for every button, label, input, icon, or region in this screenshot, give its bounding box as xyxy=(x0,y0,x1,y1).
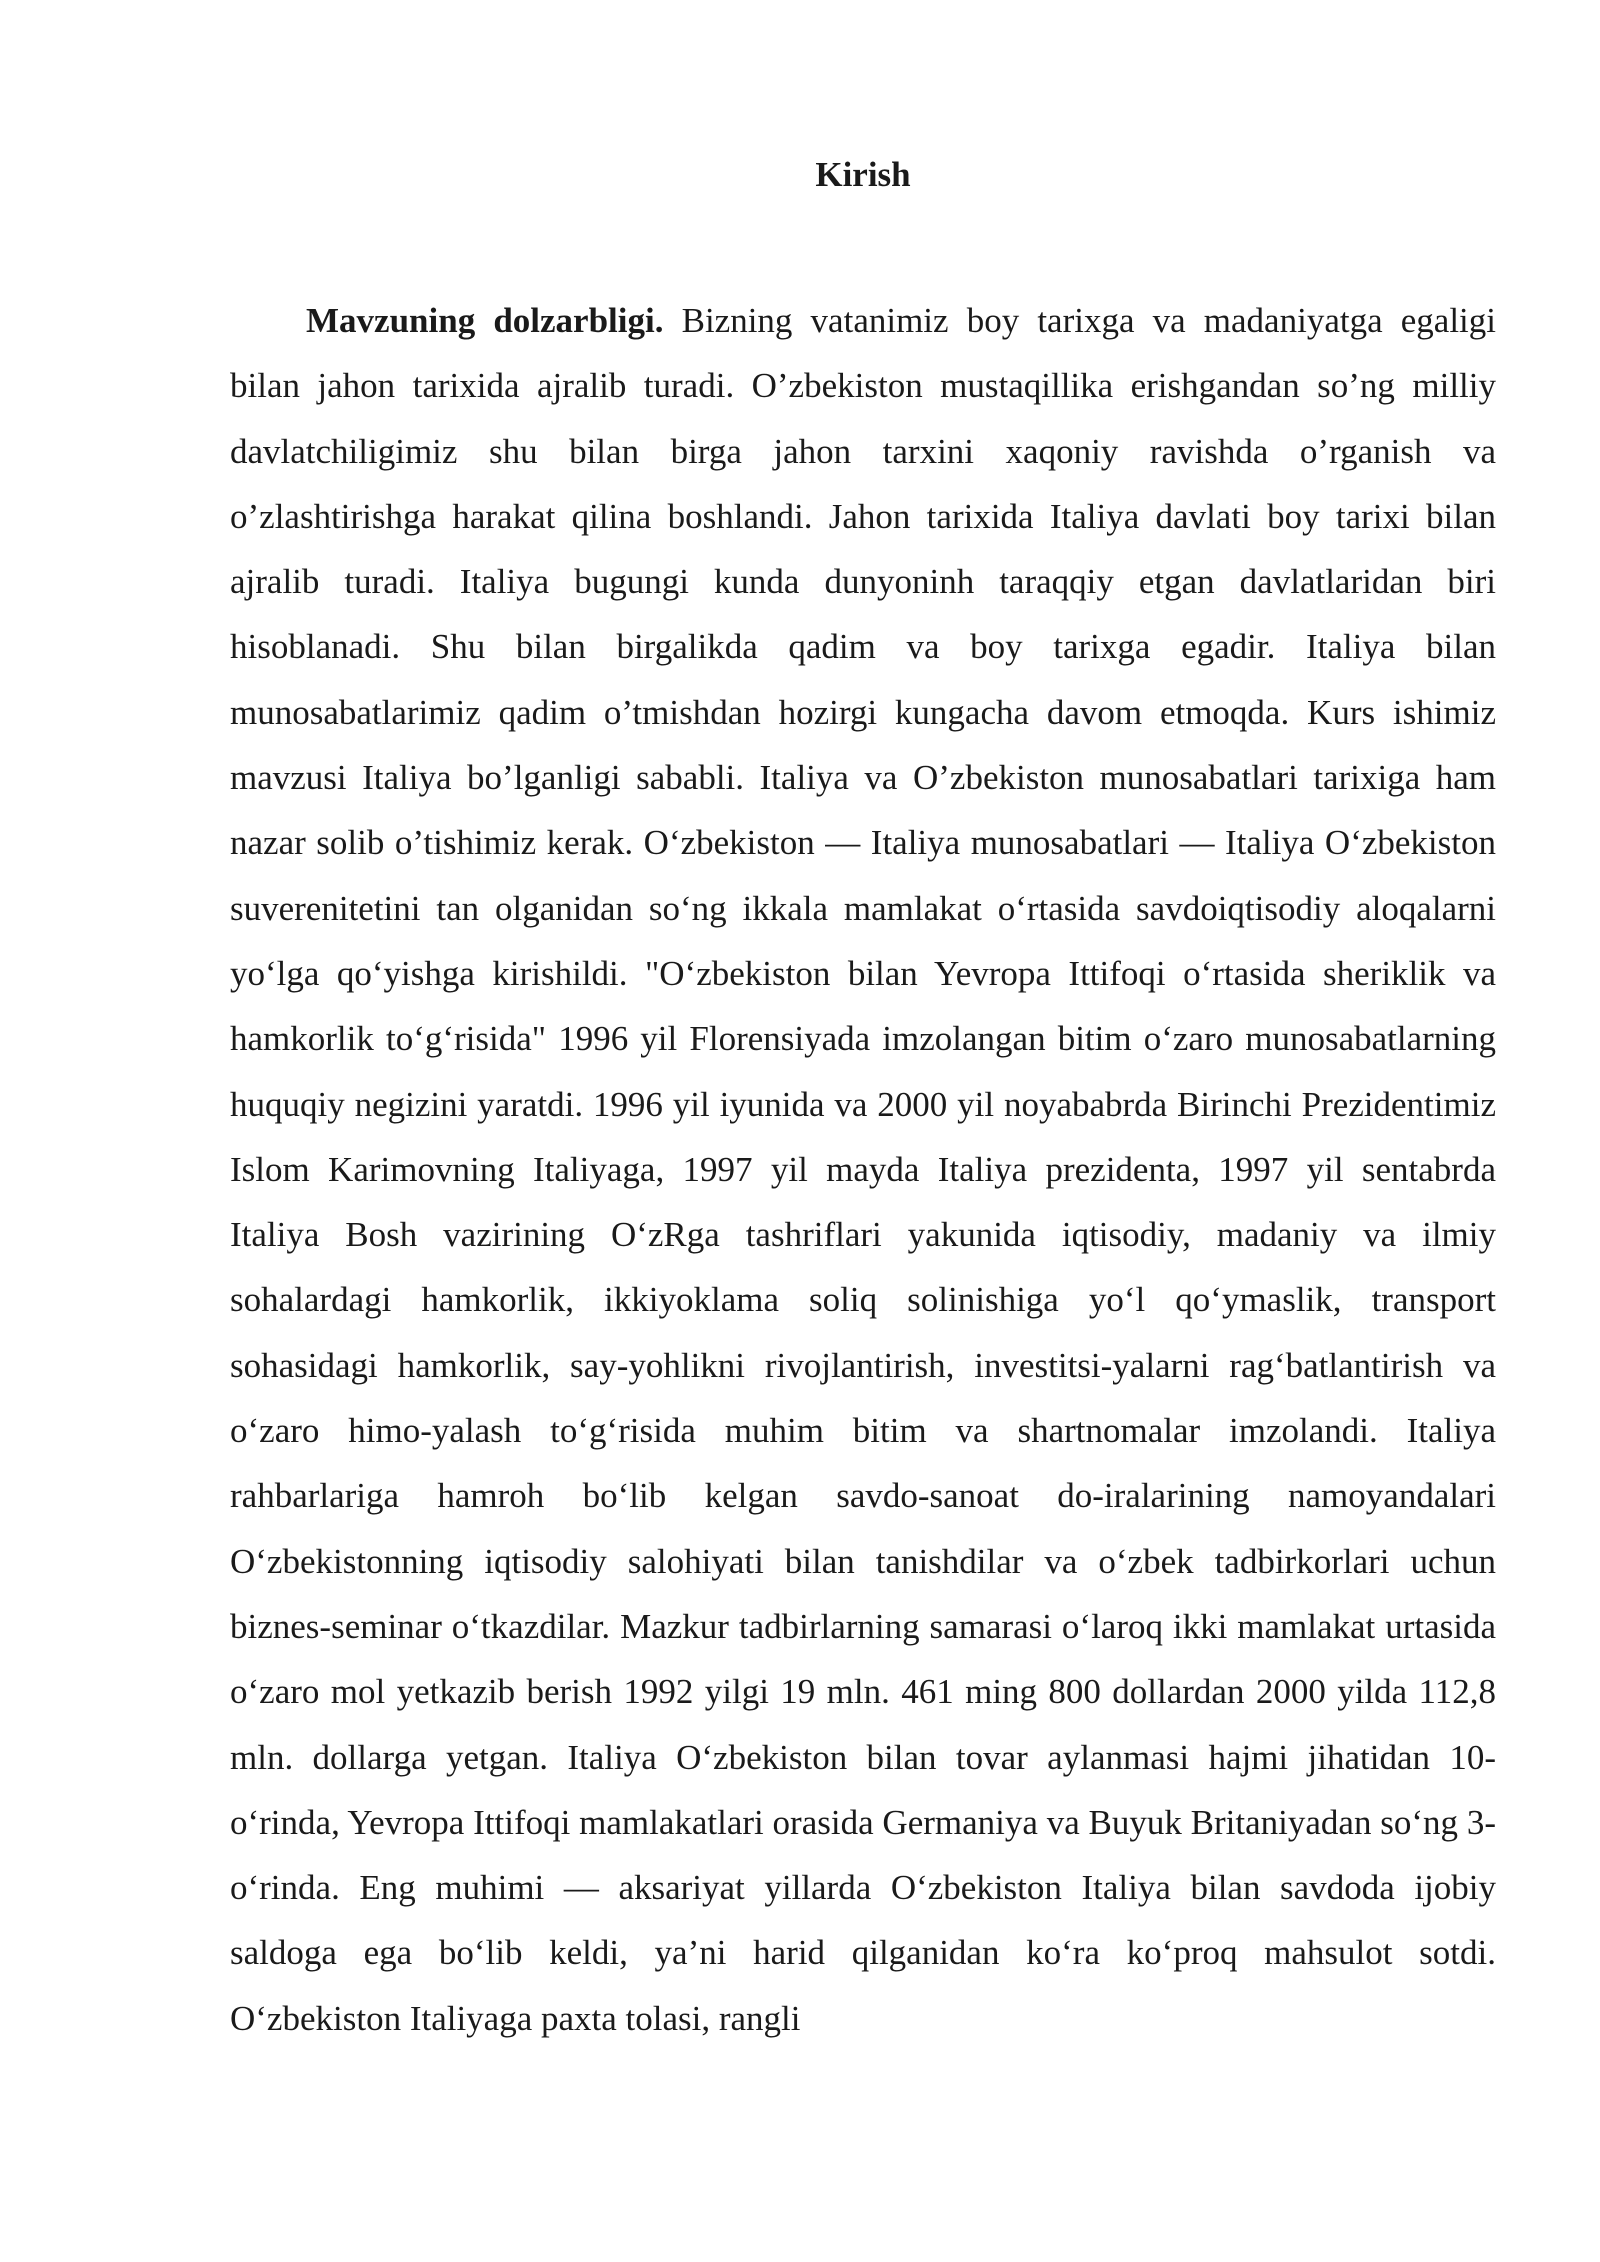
document-title: Kirish xyxy=(815,155,911,194)
paragraph-lead: Mavzuning dolzarbligi. xyxy=(306,301,664,340)
paragraph-text: Bizning vatanimiz boy tarixga va madaniyatga egaligi bilan jahon tarixida ajralib turadi. O’zbekiston mustaqillika erishgandan so’ng milliy davlatchiligimiz shu bilan birga jahon tarxini xaqoniy ravishda o’rganish va o’zlashtirishga harakat qilina boshlandi. Jahon tarixida Italiya davlati boy tarixi bilan ajralib turadi. Italiya bugungi kunda dunyoninh taraqqiy etgan davlatlaridan biri hisoblanadi. Shu bilan birgalikda qadim va boy tarixga egadir. Italiya bilan munosabatlarimiz qadim o’tmishdan hozirgi kungacha davom etmoqda. Kurs ishimiz mavzusi Italiya bo’lganligi sababli. Italiya va O’zbekiston munosabatlari tarixiga ham nazar solib o’tishimiz kerak. O‘zbekiston — Italiya munosabatlari — Italiya O‘zbekiston suverenitetini tan olganidan so‘ng ikkala mamlakat o‘rtasida savdoiqtisodiy aloqalarni yo‘lga qo‘yishga kirishildi. "O‘zbekiston bilan Yevropa Ittifoqi o‘rtasida sheriklik va hamkorlik to‘g‘risida" 1996 yil Florensiyada imzolangan bitim o‘zaro munosabatlarning huquqiy negizini yaratdi. 1996 yil iyunida va 2000 yil noyababrda Birinchi Prezidentimiz Islom Karimovning Italiyaga, 1997 yil mayda Italiya prezidenta, 1997 yil sentabrda Italiya Bosh vazirining O‘zRga tashriflari yakunida iqtisodiy, madaniy va ilmiy sohalardagi hamkorlik, ikkiyoklama soliq solinishiga yo‘l qo‘ymaslik, transport sohasidagi hamkorlik, say-yohlikni rivojlantirish, investitsi-yalarni rag‘batlantirish va o‘zaro himo-yalash to‘g‘risida muhim bitim va shartnomalar imzolandi. Italiya rahbarlariga hamroh bo‘lib kelgan savdo-sanoat do-iralarining namoyandalari O‘zbekistonning iqtisodiy salohiyati bilan tanishdilar va o‘zbek tadbirkorlari uchun biznes-seminar o‘tkazdilar. Mazkur tadbirlarning samarasi o‘laroq ikki mamlakat urtasida o‘zaro mol yetkazib berish 1992 yilgi 19 mln. 461 ming 800 dollardan 2000 yilda 112,8 mln. dollarga yetgan. Italiya O‘zbekiston bilan tovar aylanmasi hajmi jihatidan 10-o‘rinda, Yevropa Ittifoqi mamlakatlari orasida Germaniya va Buyuk Britaniyadan so‘ng 3-o‘rinda. Eng muhimi — aksariyat yillarda O‘zbekiston Italiya bilan savdoda ijobiy saldoga ega bo‘lib keldi, ya’ni harid qilganidan ko‘ra ko‘proq mahsulot sotdi. O‘zbekiston Italiyaga paxta tolasi, rangli xyxy=(230,301,1496,2038)
body-paragraph xyxy=(230,288,1496,2051)
